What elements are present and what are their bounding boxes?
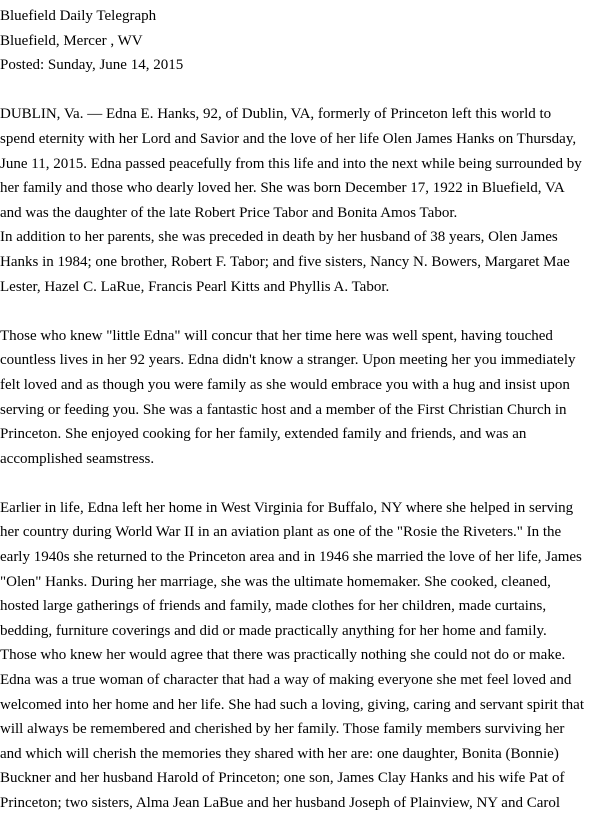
posted-date: Posted: Sunday, June 14, 2015 (0, 57, 184, 74)
text-line: early 1940s she returned to the Princeton area and in 1946 she married the love of her life, James (0, 549, 582, 566)
text-line: DUBLIN, Va. — Edna E. Hanks, 92, of Dublin, VA, formerly of Princeton left this world to (0, 106, 552, 123)
text-line: Princeton. She enjoyed cooking for her family, extended family and friends, and was an (0, 426, 527, 443)
text-line: bedding, furniture coverings and did or made practically anything for her home and family. (0, 622, 547, 639)
text-line: June 11, 2015. Edna passed peacefully from this life and into the next while being surrounded by (0, 155, 582, 172)
text-line: Those who knew her would agree that there was practically nothing she could not do or make. (0, 647, 566, 664)
publication-location: Bluefield, Mercer , WV (0, 32, 143, 49)
text-line: Princeton; two sisters, Alma Jean LaBue and her husband Joseph of Plainview, NY and Carol (0, 795, 561, 811)
text-line: Buckner and her husband Harold of Princeton; one son, James Clay Hanks and his wife Pat of (0, 770, 565, 787)
text-line: her country during World War II in an aviation plant as one of the "Rosie the Riveters." In the (0, 524, 562, 541)
text-line: her family and those who dearly loved her. She was born December 17, 1922 in Bluefield, VA (0, 180, 565, 197)
text-line: accomplished seamstress. (0, 450, 155, 467)
obituary-document (0, 4, 606, 816)
text-line: In addition to her parents, she was preceded in death by her husband of 38 years, Olen James (0, 229, 558, 246)
text-line: serving or feeding you. She was a fantastic host and a member of the First Christian Church in (0, 401, 567, 418)
text-line: welcomed into her home and her life. She had such a loving, giving, caring and servant spirit that (0, 696, 585, 713)
text-line: "Olen" Hanks. During her marriage, she was the ultimate homemaker. She cooked, cleaned, (0, 573, 551, 590)
text-line: Earlier in life, Edna left her home in West Virginia for Buffalo, NY where she helped in serving (0, 499, 574, 516)
text-line: hosted large gatherings of friends and family, made clothes for her children, made curtains, (0, 598, 547, 615)
paragraph-4 (0, 496, 606, 816)
text-line: countless lives in her 92 years. Edna didn't know a stranger. Upon meeting her you immediately (0, 352, 576, 369)
publication-name: Bluefield Daily Telegraph (0, 8, 157, 24)
spacer (0, 78, 606, 103)
paragraph-2 (0, 225, 606, 299)
text-line: and was the daughter of the late Robert Price Tabor and Bonita Amos Tabor. (0, 204, 458, 221)
paragraph-3 (0, 324, 606, 472)
text-line: will always be remembered and cherished by her family. Those family members surviving her (0, 721, 565, 738)
text-line: Edna was a true woman of character that had a way of making everyone she met feel loved and (0, 672, 572, 689)
text-line: and which will cherish the memories they shared with her are: one daughter, Bonita (Bonnie) (0, 745, 559, 762)
text-line: Lester, Hazel C. LaRue, Francis Pearl Kitts and Phyllis A. Tabor. (0, 278, 390, 295)
spacer (0, 471, 606, 496)
paragraph-1 (0, 102, 606, 225)
text-line: spend eternity with her Lord and Savior and the love of her life Olen James Hanks on Thursday, (0, 130, 577, 147)
document-header (0, 4, 606, 78)
text-line: felt loved and as though you were family as she would embrace you with a hug and insist upon (0, 376, 570, 393)
spacer (0, 299, 606, 324)
text-line: Hanks in 1984; one brother, Robert F. Tabor; and five sisters, Nancy N. Bowers, Margaret Mae (0, 253, 570, 270)
text-line: Those who knew "little Edna" will concur that her time here was well spent, having touched (0, 327, 553, 344)
